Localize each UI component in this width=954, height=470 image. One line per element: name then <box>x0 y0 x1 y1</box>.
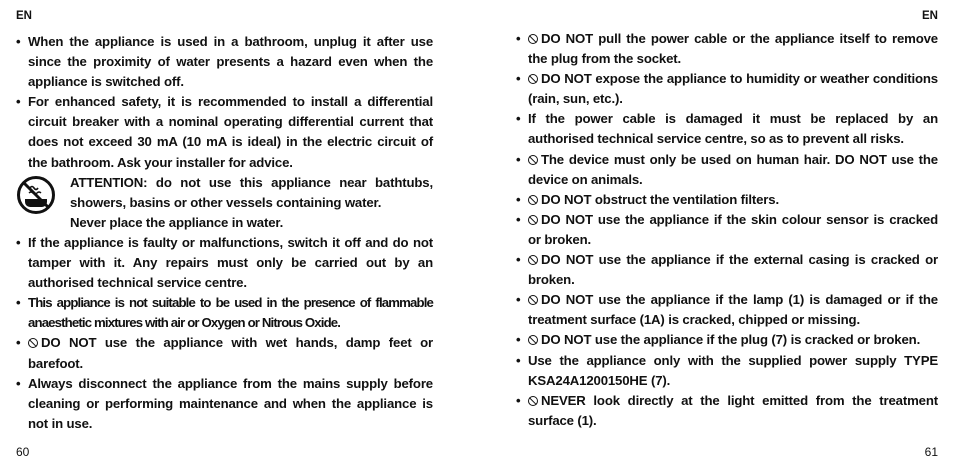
prohibition-icon <box>528 74 538 84</box>
no-water-bath-icon <box>16 175 56 215</box>
language-label: EN <box>16 10 32 22</box>
list-item: • This appliance is not suitable to be used in the presence of flammable anaesthetic mixtures with air or Oxygen or Nitrous Oxide. <box>16 293 433 333</box>
prohibition-icon <box>528 155 538 165</box>
list-item: • DO NOT obstruct the ventilation filters. <box>516 190 938 210</box>
list-item: • If the appliance is faulty or malfunctions, switch it off and do not tamper with it. Any repairs must only be carried out by an authorised technical service centre. <box>16 233 433 293</box>
list-item: • For enhanced safety, it is recommended to install a differential circuit breaker with a nominal operating differential current that does not exceed 30 mA (10 mA is ideal) in the electric circuit of the bathroom. Ask your installer for advice. <box>16 92 433 172</box>
list-item: • DO NOT use the appliance if the lamp (1) is damaged or if the treatment surface (1A) is cracked, chipped or missing. <box>516 290 938 330</box>
prohibition-icon <box>528 255 538 265</box>
list-item: • DO NOT use the appliance with wet hands, damp feet or barefoot. <box>16 333 433 373</box>
list-item: • DO NOT pull the power cable or the appliance itself to remove the plug from the socket. <box>516 29 938 69</box>
language-label: EN <box>922 10 938 22</box>
list-item: • DO NOT use the appliance if the external casing is cracked or broken. <box>516 250 938 290</box>
list-item: • Use the appliance only with the supplied power supply TYPE KSA24A1200150HE (7). <box>516 351 938 391</box>
list-item: • Always disconnect the appliance from the mains supply before cleaning or performing maintenance and when the appliance is not in use. <box>16 374 433 434</box>
attention-text: ATTENTION: do not use this appliance near bathtubs, showers, basins or other vessels containing water. <box>70 174 433 210</box>
left-page-content <box>16 32 433 434</box>
list-item: • If the power cable is damaged it must be replaced by an authorised technical service centre, so as to prevent all risks. <box>516 109 938 149</box>
list-item: • DO NOT expose the appliance to humidity or weather conditions (rain, sun, etc.). <box>516 69 938 109</box>
page-number: 61 <box>924 445 938 459</box>
list-item: • DO NOT use the appliance if the plug (7) is cracked or broken. <box>516 330 938 350</box>
left-page <box>0 0 470 470</box>
right-page-content <box>516 29 938 431</box>
prohibition-icon <box>528 335 538 345</box>
attention-warning <box>16 173 433 233</box>
list-item: • When the appliance is used in a bathroom, unplug it after use since the proximity of water presents a hazard even when the appliance is switched off. <box>16 32 433 92</box>
prohibition-icon <box>528 195 538 205</box>
right-page <box>477 0 954 470</box>
prohibition-icon <box>528 34 538 44</box>
attention-text-2: Never place the appliance in water. <box>70 214 284 230</box>
prohibition-icon <box>528 295 538 305</box>
list-item: • NEVER look directly at the light emitted from the treatment surface (1). <box>516 391 938 431</box>
prohibition-icon <box>528 215 538 225</box>
page-number: 60 <box>16 445 30 459</box>
prohibition-icon <box>528 396 538 406</box>
list-item: • DO NOT use the appliance if the skin colour sensor is cracked or broken. <box>516 210 938 250</box>
list-item: • The device must only be used on human hair. DO NOT use the device on animals. <box>516 150 938 190</box>
prohibition-icon <box>28 338 38 348</box>
